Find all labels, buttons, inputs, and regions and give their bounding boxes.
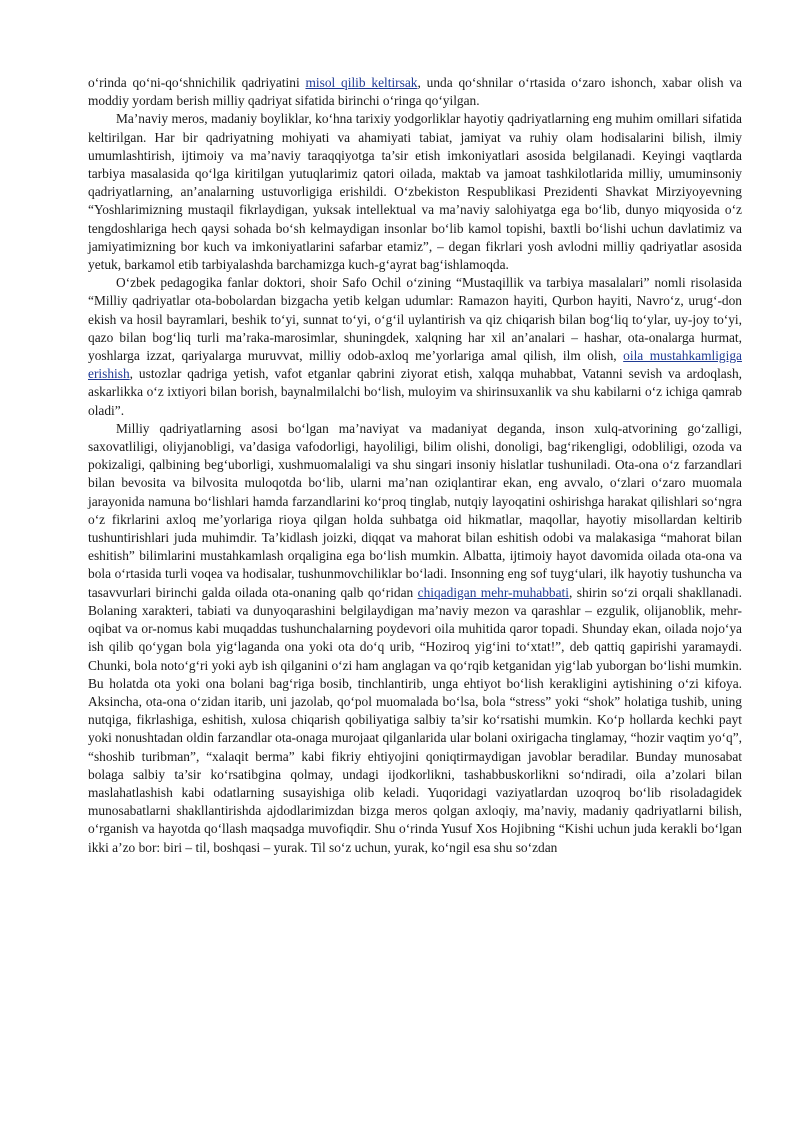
paragraph-2-text: Ma’naviy meros, madaniy boyliklar, ko‘hna tarixiy yodgorliklar hayotiy qadriyatlarning eng muhim omillari sifatida keltirilgan. Har bir qadriyatning mohiyati va ahamiyati tabiat, jamiyat va ruhiy olam hodisalarini bilish, ilmiy umumlashtirish, ijtimoiy va ma’naviy taraqqiyotga ta’sir etish imkoniyatlari asosida belgilanadi. Keyingi vaqtlarda tarbiya masalasida qo‘lga kiritilgan yutuqlarimiz qatori oilada, maktab va jamoat tashkilotlarida milliy, umuminsoniy qadriyatlarning, an’analarning ustuvorligiga erishildi. O‘zbekiston Respublikasi Prezidenti Shavkat Mirziyoyevning “Yoshlarimizning mustaqil fikrlaydigan, yuksak intellektual va ma’naviy salohiyatga ega bo‘lib, dunyo miqyosida o‘z tengdoshlariga hech qaysi sohada bo‘sh kelmaydigan insonlar bo‘lib kamol topishi, baxtli bo‘lishi uchun davlatimiz va jamiyatimizning bor kuch va imkoniyatlarini safarbar etamiz”, – degan fikrlari yosh avlodni milliy qadriyatlar asosida yetuk, barkamol etib tarbiyalashda barchamizga kuch-g‘ayrat bag‘ishlamoqda. xyxy=(88,111,742,273)
paragraph-4-text-a: Milliy qadriyatlarning asosi bo‘lgan ma’naviyat va madaniyat deganda, inson xulq-atvorining go‘zalligi, saxovatliligi, oliyjanobligi, va’dasiga vafodorligi, hayoliligi, bilim olishi, donoligi, bag‘rikengligi, odobliligi, ozoda va pokizaligi, qalbining beg‘uborligi, xushmuomalaligi va shu singari insoniy hislatlar tushuniladi. Ota-ona o‘z farzandlari bilan bevosita va bilvosita muloqotda bo‘lib, ularni ma’nan oziqlantirar ekan, eng avvalo, o‘zlari o‘zaro muomala jarayonida namuna bo‘lishlari hamda farzandlarini ko‘proq tinglab, nutqiy layoqatini oshirishga harakat qilishlari so‘ngra o‘z fikrlarini axloq me’yorlariga rioya qilgan holda suhbatga oid hikmatlar, maqollar, hayotiy misollardan keltirib tushuntirishlari juda muhimdir. Ta’kidlash joizki, diqqat va mahorat bilan eshitish odobi va malakasiga “mahorat bilan eshitish” bilimlarini mustahkamlash orqaligina ega bo‘lish mumkin. Albatta, ijtimoiy hayot davomida oilada ota-ona va bola o‘rtasida turli voqea va hodisalar, tushunmovchiliklar bo‘ladi. Insonning eng sof tuyg‘ulari, ilk hayotiy tushuncha va tasavvurlari birinchi galda oilada ota-onaning qalb qo‘ridan xyxy=(88,420,742,600)
paragraph-4-text-b: , shirin so‘zi orqali shakllanadi. Bolaning xarakteri, tabiati va dunyoqarashini belgilaydigan ma’naviy mezon va qarashlar – ezgulik, olijanoblik, mehr-oqibat va or-nomus kabi muqaddas tushunchalarning poydevori oila muhitida qaror topadi. Shunday ekan, oilada nojo‘ya ish qilib qo‘ygan bola yig‘laganda ona yoki ota do‘q urib, “Hoziroq yig‘ini to‘xtat!”, deb qattiq gapirishi yaramaydi. Chunki, bola noto‘g‘ri yoki ayb ish qilganini o‘zi ham anglagan va qo‘rqib ketganidan yig‘lab yuborgan bo‘lishi mumkin. Bu holatda ota yoki ona bolani bag‘riga bosib, tinchlantirib, unga ehtiyot bo‘lish kerakligini aytishining o‘zi kifoya. Aksincha, ota-ona o‘zidan itarib, uni jazolab, qo‘pol muomalada bo‘lsa, bola “stress” yoki “shok” holatiga tushib, uning nutqiga, fikrlashiga, eshitish, xulosa chiqarish qobiliyatiga salbiy ta’sir ko‘rsatishi mumkin. Ko‘p hollarda kechki payt yoki nonushtadan oldin farzandlar ota-onaga murojaat qilganlarida ular bolani oxirigacha tinglamay, “hozir vaqtim yo‘q”, “shoshib turibman”, “xalaqit berma” kabi fikriy ehtiyojini qoniqtirmaydigan javoblar beradilar. Bunday munosabat bolaga salbiy ta’sir ko‘rsatibgina qolmay, undagi ijodkorlikni, tashabbuskorlikni so‘ndiradi, oila a’zolari bilan maslahatlashish kabi odatlarning susayishiga olib keladi. Yuqoridagi vaziyatlardan uzoqroq bo‘lib risoladagidek munosabatlarni shakllantirishda ajdodlarimizdan bizga meros qolgan axloqiy, ma’naviy, madaniy qadriyatlarni bilish, o‘rganish va hayotda qo‘llash maqsadga muvofiqdir. Shu o‘rinda Yusuf Xos Hojibning “Kishi uchun juda kerakli bo‘lgan ikki a’zo bor: biri – til, boshqasi – yurak. Til so‘z uchun, yurak, ko‘ngil esa shu so‘zdan xyxy=(88,584,742,855)
link-chiqadigan-mehr-muhabbati[interactable]: chiqadigan mehr-muhabbati xyxy=(417,584,570,600)
link-oila-mustahkamligiga-erishish[interactable]: oila mustahkamligiga erishish xyxy=(88,348,742,382)
paragraph-1 xyxy=(88,74,742,110)
paragraph-3 xyxy=(88,274,742,420)
document-page xyxy=(88,74,742,857)
paragraph-1-text-a: o‘rinda qo‘ni-qo‘shnichilik qadriyatini xyxy=(88,75,306,90)
paragraph-2 xyxy=(88,110,742,274)
paragraph-3-text-b: , ustozlar qadriga yetish, vafot etganlar qabrini ziyorat etish, xalqqa muhabbat, Vatanni sevish va ardoqlash, askarlikka o‘z ixtiyori bilan borish, baynalmilalchi bo‘lish, muloyim va shirinsuxanlik va shu kabilarni o‘z ichiga qamrab oladi”. xyxy=(88,366,742,418)
link-misol-qilib-keltirsak[interactable]: misol qilib keltirsak xyxy=(305,75,418,90)
paragraph-3-text-a: O‘zbek pedagogika fanlar doktori, shoir Safo Ochil o‘zining “Mustaqillik va tarbiya masalalari” nomli risolasida “Milliy qadriyatlar ota-bobolardan bizgacha yetib kelgan udumlar: Ramazon hayiti, Qurbon hayiti, Navro‘z, urug‘-don ekish va hosil bayramlari, beshik to‘yi, sunnat to‘yi, o‘g‘il uylantirish va qiz chiqarish bilan bog‘liq to‘ylar, uy-joy to‘yi, qazo bilan bog‘liq turli ma’raka-marosimlar, shuningdek, xalqning har xil an’analari – hashar, ota-onalarga hurmat, yoshlarga izzat, qariyalarga muruvvat, milliy odob-axloq me’yorlariga amal qilish, ilm olish, xyxy=(88,275,742,364)
paragraph-4 xyxy=(88,420,742,857)
paragraph-1-text-b: , unda qo‘shnilar o‘rtasida o‘zaro ishonch, xabar olish va moddiy yordam berish milliy qadriyat sifatida birinchi o‘ringa qo‘yilgan. xyxy=(88,75,742,109)
